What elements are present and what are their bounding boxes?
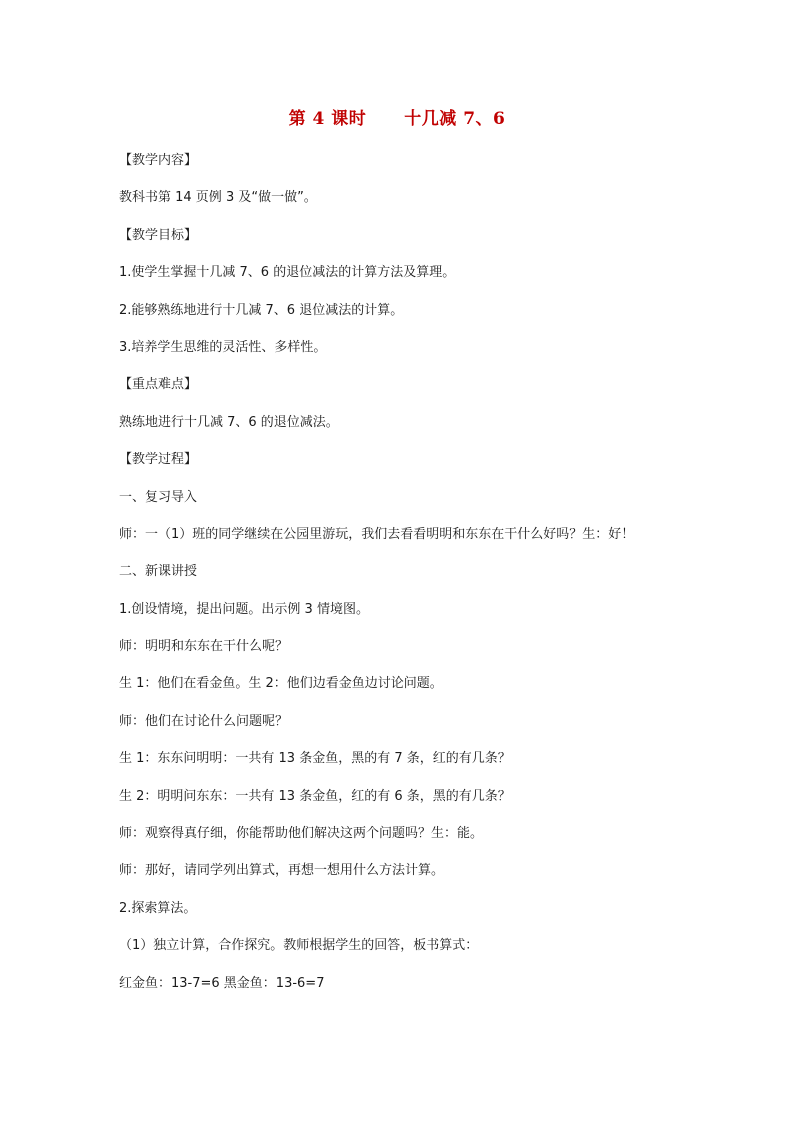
dialogue-line: 师：他们在讨论什么问题呢？ [119, 713, 289, 729]
paragraph: 1.创设情境，提出问题。出示例 3 情境图。 [119, 601, 369, 617]
section-heading-content: 【教学内容】 [119, 153, 198, 168]
dialogue-line: 师：观察得真仔细，你能帮助他们解决这两个问题吗？生：能。 [119, 826, 484, 842]
lesson-topic: 十几减 7、6 [404, 109, 506, 129]
section-heading-goals: 【教学目标】 [119, 227, 198, 243]
paragraph: 师：一（1）班的同学继续在公园里游玩，我们去看看明明和东东在干什么好吗？生：好！ [119, 526, 635, 542]
dialogue-line: 师：那好，请同学列出算式，再想一想用什么方法计算。 [119, 863, 445, 879]
list-item: 3.培养学生思维的灵活性、多样性。 [119, 339, 327, 355]
section-heading-process: 【教学过程】 [119, 452, 198, 468]
dialogue-line: 师：明明和东东在干什么呢？ [119, 639, 289, 655]
paragraph: （1）独立计算，合作探究。教师根据学生的回答，板书算式： [119, 938, 479, 954]
paragraph: 2.探索算法。 [119, 900, 197, 916]
lesson-title [0, 104, 794, 129]
dialogue-line: 生 1：东东问明明：一共有 13 条金鱼，黑的有 7 条，红的有几条？ [119, 751, 511, 767]
paragraph: 教科书第 14 页例 3 及“做一做”。 [119, 190, 317, 206]
subheading: 二、新课讲授 [119, 564, 198, 580]
dialogue-line: 生 1：他们在看金鱼。生 2：他们边看金鱼边讨论问题。 [119, 676, 443, 692]
section-heading-key-points: 【重点难点】 [119, 377, 198, 393]
list-item: 2.能够熟练地进行十几减 7、6 退位减法的计算。 [119, 302, 404, 318]
equation-line: 红金鱼：13-7=6 黑金鱼：13-6=7 [119, 975, 325, 991]
document-body [119, 153, 699, 1013]
dialogue-line: 生 2：明明问东东：一共有 13 条金鱼，红的有 6 条，黑的有几条？ [119, 788, 511, 804]
lesson-number: 第 4 课时 [288, 109, 367, 129]
list-item: 1.使学生掌握十几减 7、6 的退位减法的计算方法及算理。 [119, 265, 456, 281]
paragraph: 熟练地进行十几减 7、6 的退位减法。 [119, 414, 339, 430]
subheading: 一、复习导入 [119, 489, 198, 505]
